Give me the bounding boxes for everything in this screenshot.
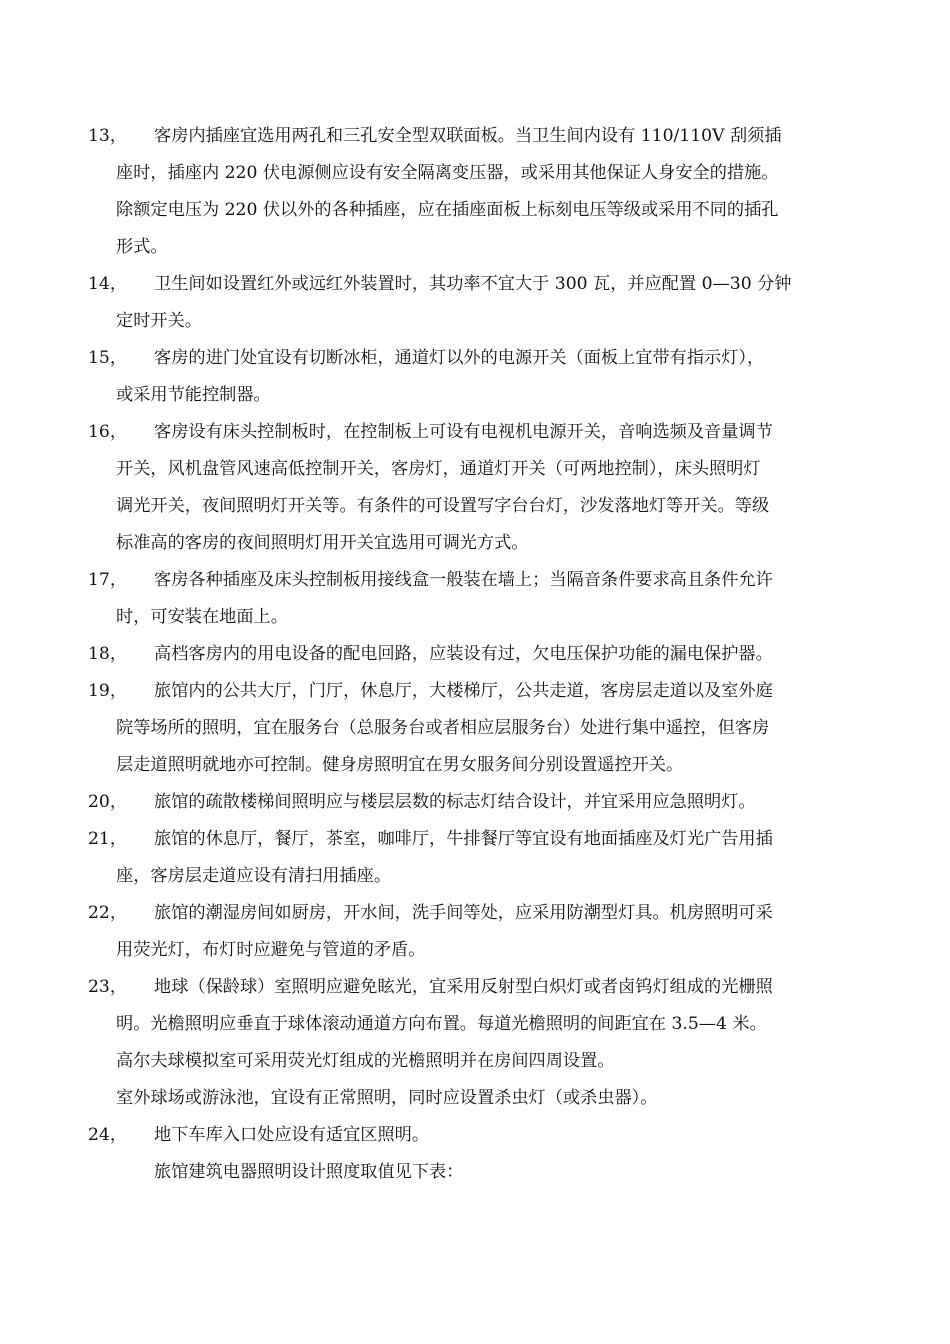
- text-line: 除额定电压为 220 伏以外的各种插座，应在插座面板上标刻电压等级或采用不同的插孔: [116, 200, 779, 220]
- list-item-15: [88, 340, 850, 414]
- item-number: 16，: [88, 422, 128, 442]
- item-text: [116, 636, 850, 673]
- text-line: 座时，插座内 220 伏电源侧应设有安全隔离变压器，或采用其他保证人身安全的措施。: [116, 163, 779, 183]
- text-line: 院等场所的照明，宜在服务台（总服务台或者相应层服务台）处进行集中遥控，但客房: [116, 718, 770, 738]
- item-text: [116, 118, 850, 266]
- list-item-16: [88, 414, 850, 562]
- text-line: 高档客房内的用电设备的配电回路，应装设有过，欠电压保护功能的漏电保护器。: [154, 644, 773, 664]
- item-text: [116, 562, 850, 636]
- list-item-13: [88, 118, 850, 266]
- text-line: 客房各种插座及床头控制板用接线盒一般装在墙上；当隔音条件要求高且条件允许: [154, 570, 773, 590]
- list-item-18: [88, 636, 850, 673]
- item-number: 14，: [88, 274, 128, 294]
- text-line: 定时开关。: [116, 311, 202, 331]
- item-number: 21，: [88, 829, 128, 849]
- item-number: 23，: [88, 977, 128, 997]
- text-line: 客房的进门处宜设有切断冰柜，通道灯以外的电源开关（面板上宜带有指示灯），: [154, 348, 765, 368]
- item-number: 19，: [88, 681, 128, 701]
- list-item-14: [88, 266, 850, 340]
- text-line: 旅馆的休息厅，餐厅，茶室，咖啡厅，牛排餐厅等宜设有地面插座及灯光广告用插: [154, 829, 773, 849]
- item-number: 13，: [88, 126, 128, 146]
- text-line: 形式。: [116, 237, 168, 257]
- item-text: [116, 969, 850, 1043]
- list-item-23: [88, 969, 850, 1043]
- item-text: [116, 895, 850, 969]
- item-text: [116, 673, 850, 784]
- item-text: [116, 414, 850, 562]
- item-text: [116, 1117, 850, 1154]
- item-number: 18，: [88, 644, 128, 664]
- text-line: 用荧光灯，布灯时应避免与管道的矛盾。: [116, 940, 426, 960]
- text-line: 旅馆内的公共大厅，门厅，休息厅，大楼梯厅，公共走道，客房层走道以及室外庭: [154, 681, 773, 701]
- list-item-20: [88, 784, 850, 821]
- item-number: 24，: [88, 1125, 128, 1145]
- text-line: 客房设有床头控制板时，在控制板上可设有电视机电源开关，音响选频及音量调节: [154, 422, 773, 442]
- text-line: 座，客房层走道应设有清扫用插座。: [116, 866, 392, 886]
- text-line: 层走道照明就地亦可控制。健身房照明宜在男女服务间分别设置遥控开关。: [116, 755, 684, 775]
- list-item-22: [88, 895, 850, 969]
- text-line: 旅馆的潮湿房间如厨房，开水间，洗手间等处，应采用防潮型灯具。机房照明可采: [154, 903, 773, 923]
- text-line: 或采用节能控制器。: [116, 385, 271, 405]
- list-item-17: [88, 562, 850, 636]
- item-number: 22，: [88, 903, 128, 923]
- table-note: 旅馆建筑电器照明设计照度取值见下表：: [154, 1162, 464, 1182]
- item-text: [116, 821, 850, 895]
- text-line: 地球（保龄球）室照明应避免眩光，宜采用反射型白炽灯或者卤钨灯组成的光栅照: [154, 977, 773, 997]
- item-text: [116, 784, 850, 821]
- item-text: [116, 340, 850, 414]
- item-number: 20，: [88, 792, 128, 812]
- item-number: 17，: [88, 570, 128, 590]
- text-line: 标准高的客房的夜间照明灯用开关宜选用可调光方式。: [116, 533, 529, 553]
- text-line: 旅馆的疏散楼梯间照明应与楼层层数的标志灯结合设计，并宜采用应急照明灯。: [154, 792, 756, 812]
- text-line: 时，可安装在地面上。: [116, 607, 288, 627]
- extra-line-outdoor: 室外球场或游泳池，宜设有正常照明，同时应设置杀虫灯（或杀虫器）。: [116, 1088, 658, 1108]
- item-text: [116, 266, 850, 340]
- text-line: 地下车库入口处应设有适宜区照明。: [154, 1125, 430, 1145]
- list-item-19: [88, 673, 850, 784]
- list-item-24: [88, 1117, 850, 1154]
- text-line: 明。光檐照明应垂直于球体滚动通道方向布置。每道光檐照明的间距宜在 3.5—4 米。: [116, 1014, 767, 1034]
- text-line: 客房内插座宜选用两孔和三孔安全型双联面板。当卫生间内设有 110/110V 刮须插: [154, 126, 782, 146]
- item-number: 15，: [88, 348, 128, 368]
- text-line: 开关，风机盘管风速高低控制开关，客房灯，通道灯开关（可两地控制），床头照明灯: [116, 459, 761, 479]
- text-line: 调光开关，夜间照明灯开关等。有条件的可设置写字台台灯，沙发落地灯等开关。等级: [116, 496, 770, 516]
- text-line: 卫生间如设置红外或远红外装置时，其功率不宜大于 300 瓦，并应配置 0—30 分钟: [154, 274, 792, 294]
- list-item-21: [88, 821, 850, 895]
- extra-line-golf: 高尔夫球模拟室可采用荧光灯组成的光檐照明并在房间四周设置。: [116, 1051, 615, 1071]
